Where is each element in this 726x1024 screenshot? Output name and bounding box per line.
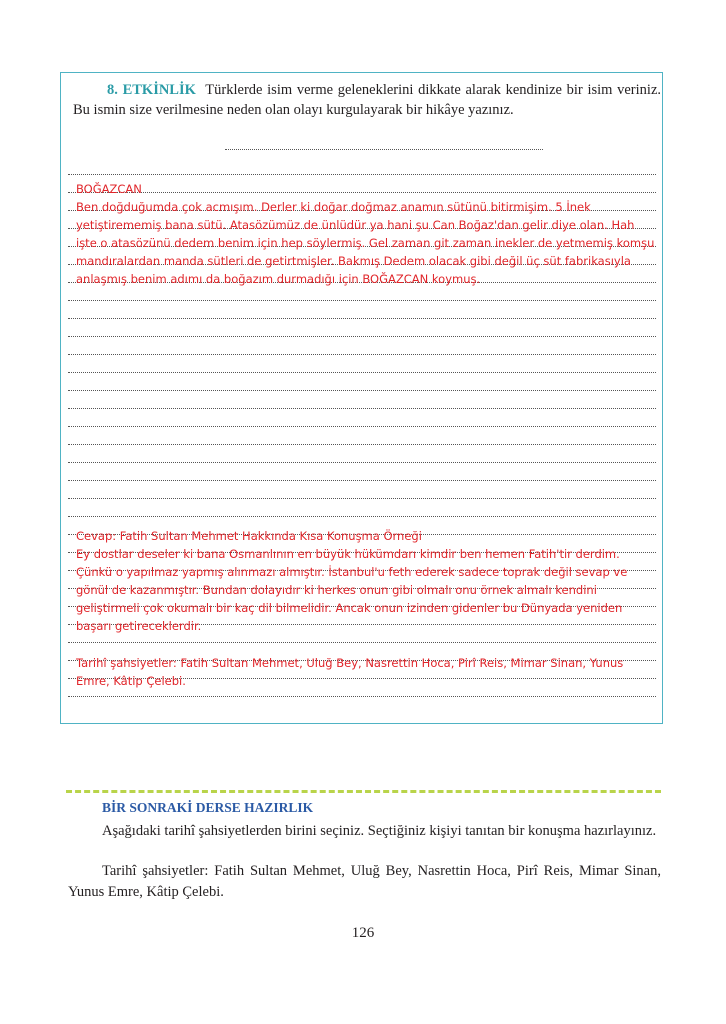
writing-line [68, 190, 656, 193]
writing-line [68, 514, 656, 517]
story-line: anlaşmış benim adımı da boğazım durmadığı için BOĞAZCAN koymuş. [76, 272, 481, 286]
activity-number: 8. ETKİNLİK [107, 82, 196, 98]
story-line: Ben doğduğumda çok acmışım. Derler ki doğar doğmaz anamın sütünü bitirmişim. 5 İnek [76, 200, 591, 214]
answer-line: başarı getireceklerdir. [76, 619, 202, 633]
writing-line [68, 334, 656, 337]
story-title: BOĞAZCAN [76, 182, 142, 196]
writing-line [68, 442, 656, 445]
next-lesson-figures: Tarihî şahsiyetler: Fatih Sultan Mehmet, Uluğ Bey, Nasrettin Hoca, Pirî Reis, Mimar Sinan, Yunus Emre, Kâtip Çelebi. [68, 863, 661, 900]
section-divider [66, 790, 661, 793]
answer-line: Çünkü o yapılmaz yapmış alınmazı almıştır. İstanbul'u feth ederek sadece toprak değil sevap ve [76, 565, 628, 579]
writing-line [68, 406, 656, 409]
answer-line: Ey dostlar deseler ki bana Osmanlının en büyük hükümdarı kimdir ben hemen Fatih'tir derdim. [76, 547, 620, 561]
activity-instruction-block [73, 80, 661, 120]
figures-line: Tarihî şahsiyetler: Fatih Sultan Mehmet, Uluğ Bey, Nasrettin Hoca, Pirî Reis, Mimar Sinan, Yunus [76, 656, 624, 670]
writing-line [68, 424, 656, 427]
writing-line [68, 352, 656, 355]
writing-line [68, 478, 656, 481]
writing-line [68, 640, 656, 643]
next-lesson-title: BİR SONRAKİ DERSE HAZIRLIK [102, 800, 314, 815]
writing-line [68, 496, 656, 499]
page-number: 126 [351, 925, 375, 941]
writing-line [68, 694, 656, 697]
title-writing-line [225, 147, 543, 150]
activity-instruction: Türklerde isim verme geleneklerini dikkate alarak kendinize bir isim veriniz. Bu ismin size verilmesine neden olan olayı kurgulayarak bir hikâye yazınız. [73, 82, 662, 118]
writing-line [68, 316, 656, 319]
writing-line [68, 460, 656, 463]
answer-line: geliştirmeli çok okumalı bir kaç dil bilmelidir. Ancak onun izinden gidenler bu Dünyada yeniden [76, 601, 623, 615]
answer-line: Cevap: Fatih Sultan Mehmet Hakkında Kısa Konuşma Örneği [76, 529, 422, 543]
answer-line: gönül de kazanmıştır. Bundan dolayıdır ki herkes onun gibi olmalı onu örnek almalı kendini [76, 583, 597, 597]
writing-line [68, 172, 656, 175]
writing-line [68, 370, 656, 373]
story-line: mandıralardan manda sütleri de getirtmişler. Bakmış Dedem olacak gibi değil üç süt fabrikasıyla [76, 254, 631, 268]
next-lesson-instruction: Aşağıdaki tarihî şahsiyetlerden birini seçiniz. Seçtiğiniz kişiyi tanıtan bir konuşma hazırlayınız. [102, 823, 657, 839]
writing-line [68, 298, 656, 301]
story-line: işte o atasözünü dedem benim için hep söylermiş. Gel zaman git zaman inekler de yetmemiş komşu [76, 236, 655, 250]
writing-line [68, 388, 656, 391]
figures-line: Emre, Kâtip Çelebi. [76, 674, 186, 688]
story-line: yetiştirememiş bana sütü. Atasözümüz de ünlüdür ya hani şu Can Boğaz'dan gelir diye olan. Hah [76, 218, 635, 232]
